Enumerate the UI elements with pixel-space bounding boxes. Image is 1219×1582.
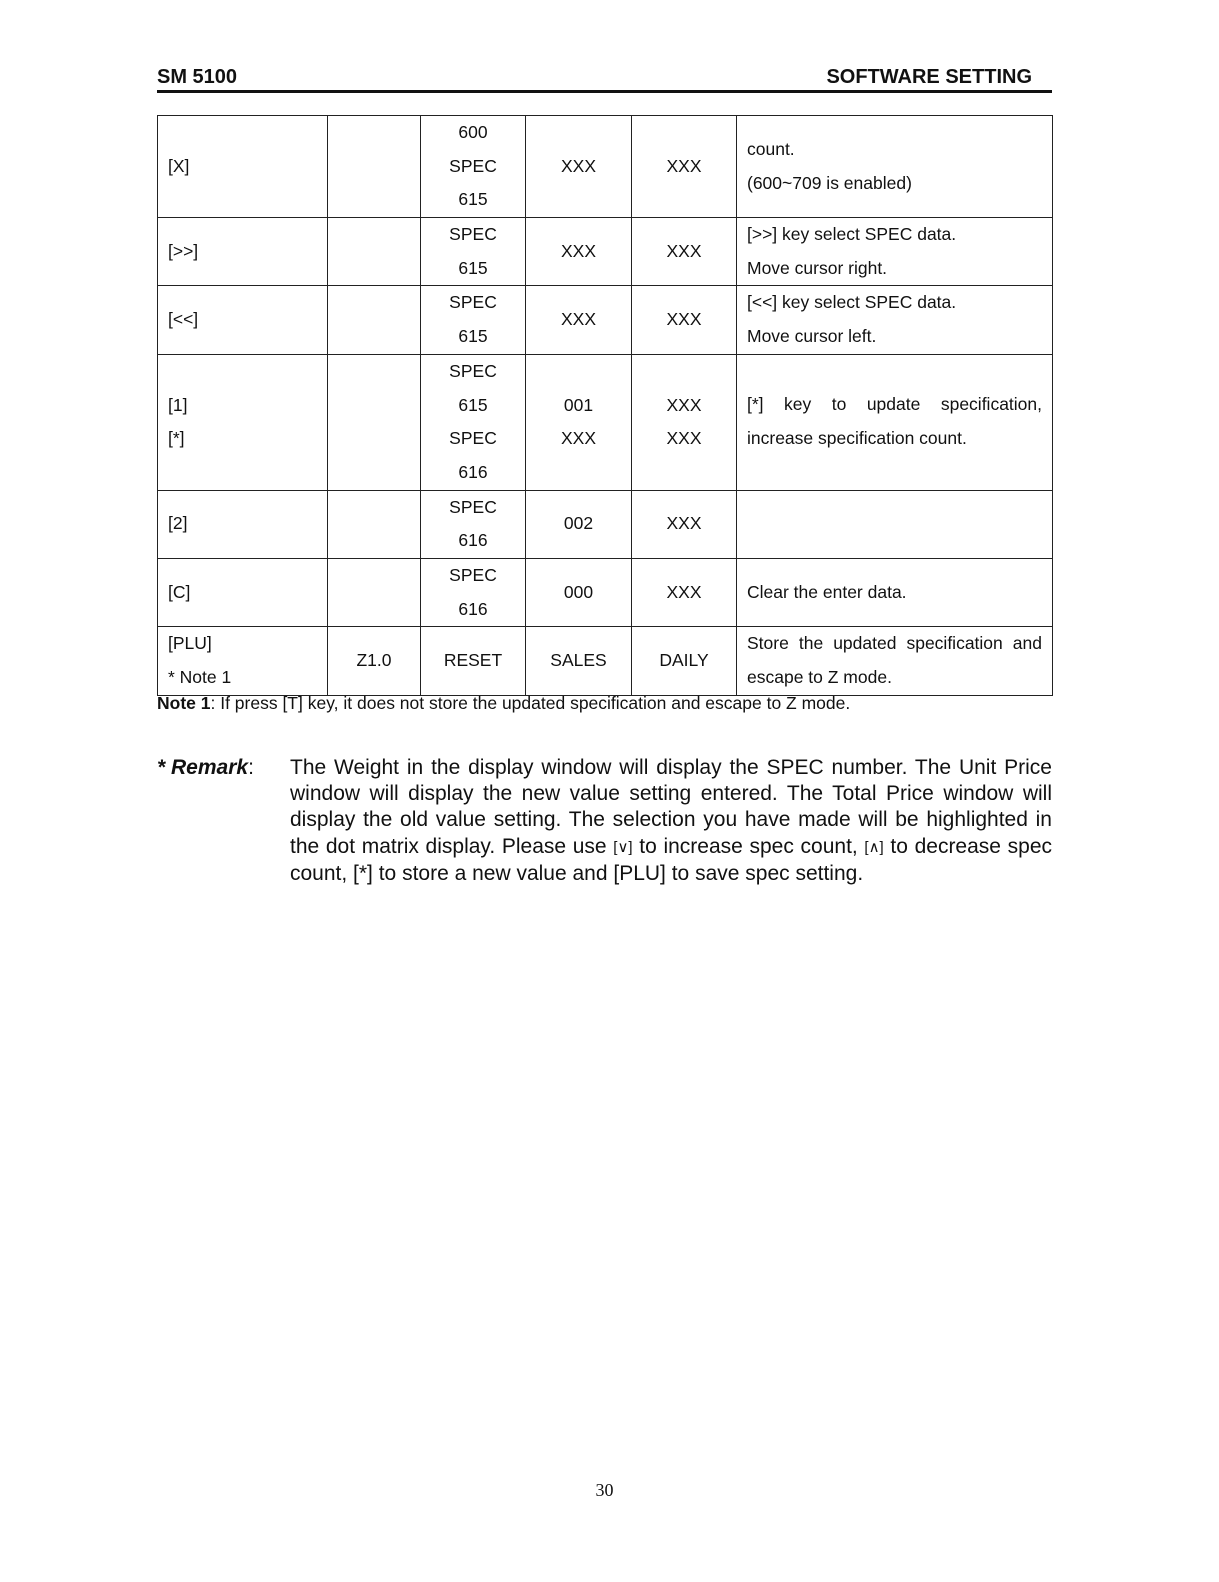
total-price-cell: XXX (632, 286, 737, 354)
key-cell: [1] [*] (158, 354, 328, 490)
weight-cell: SPEC 616 (421, 490, 526, 558)
description-cell: [<<] key select SPEC data. Move cursor left. (737, 286, 1053, 354)
key-cell: [X] (158, 116, 328, 218)
key-cell: [C] (158, 558, 328, 626)
total-price-cell: XXX (632, 218, 737, 286)
weight-cell: SPEC 615 (421, 286, 526, 354)
table-footnote (157, 693, 850, 714)
weight-cell: RESET (421, 627, 526, 695)
key-operation-table (157, 115, 1053, 696)
total-price-cell: XXX (632, 558, 737, 626)
key-cell: [2] (158, 490, 328, 558)
description-cell: [*] key to update specification, increase specification count. (737, 354, 1053, 490)
unit-price-cell: XXX (526, 116, 632, 218)
unit-price-cell: 000 (526, 558, 632, 626)
page-header (157, 66, 1052, 94)
total-price-cell: DAILY (632, 627, 737, 695)
note-label: Note 1 (157, 693, 211, 713)
unit-price-cell: XXX (526, 218, 632, 286)
description-cell: Clear the enter data. (737, 558, 1053, 626)
unit-price-cell: SALES (526, 627, 632, 695)
mode-cell (328, 218, 421, 286)
table-row (158, 116, 1053, 218)
table-row (158, 218, 1053, 286)
remark-body: The Weight in the display window will display the SPEC number. The Unit Price window will display the new value setting entered. The Total Price window will display the old value setting. The selection you have made will be highlighted in the dot matrix display. Please use [∨] to increase spec count, [∧] to decrease spec count, [*] to store a new value and [PLU] to save spec setting. (290, 756, 1052, 885)
weight-cell: 600 SPEC 615 (421, 116, 526, 218)
weight-cell: SPEC 616 (421, 558, 526, 626)
table-row (158, 490, 1053, 558)
mode-cell (328, 286, 421, 354)
table-row (158, 354, 1053, 490)
description-cell (737, 490, 1053, 558)
key-cell: [<<] (158, 286, 328, 354)
header-rule (157, 90, 1052, 93)
mode-cell: Z1.0 (328, 627, 421, 695)
weight-cell: SPEC 615 (421, 218, 526, 286)
remark-label: * Remark: (157, 756, 254, 779)
unit-price-cell: 002 (526, 490, 632, 558)
description-cell: [>>] key select SPEC data. Move cursor right. (737, 218, 1053, 286)
section-title: SOFTWARE SETTING (826, 66, 1032, 88)
mode-cell (328, 354, 421, 490)
key-cell: [PLU] * Note 1 (158, 627, 328, 695)
note-text: : If press [T] key, it does not store the updated specification and escape to Z mode. (210, 693, 851, 713)
scroll-down-key-icon: [∨] (613, 838, 633, 856)
unit-price-cell: 001 XXX (526, 354, 632, 490)
description-cell: count. (600~709 is enabled) (737, 116, 1053, 218)
key-cell: [>>] (158, 218, 328, 286)
table-row (158, 286, 1053, 354)
mode-cell (328, 490, 421, 558)
description-cell: Store the updated specification and escape to Z mode. (737, 627, 1053, 695)
weight-cell: SPEC 615 SPEC 616 (421, 354, 526, 490)
total-price-cell: XXX (632, 490, 737, 558)
model-title: SM 5100 (157, 66, 238, 88)
unit-price-cell: XXX (526, 286, 632, 354)
table-row (158, 558, 1053, 626)
page-number: 30 (595, 1480, 614, 1500)
total-price-cell: XXX XXX (632, 354, 737, 490)
table-row (158, 627, 1053, 695)
scroll-up-key-icon: [∧] (864, 838, 884, 856)
mode-cell (328, 558, 421, 626)
total-price-cell: XXX (632, 116, 737, 218)
mode-cell (328, 116, 421, 218)
